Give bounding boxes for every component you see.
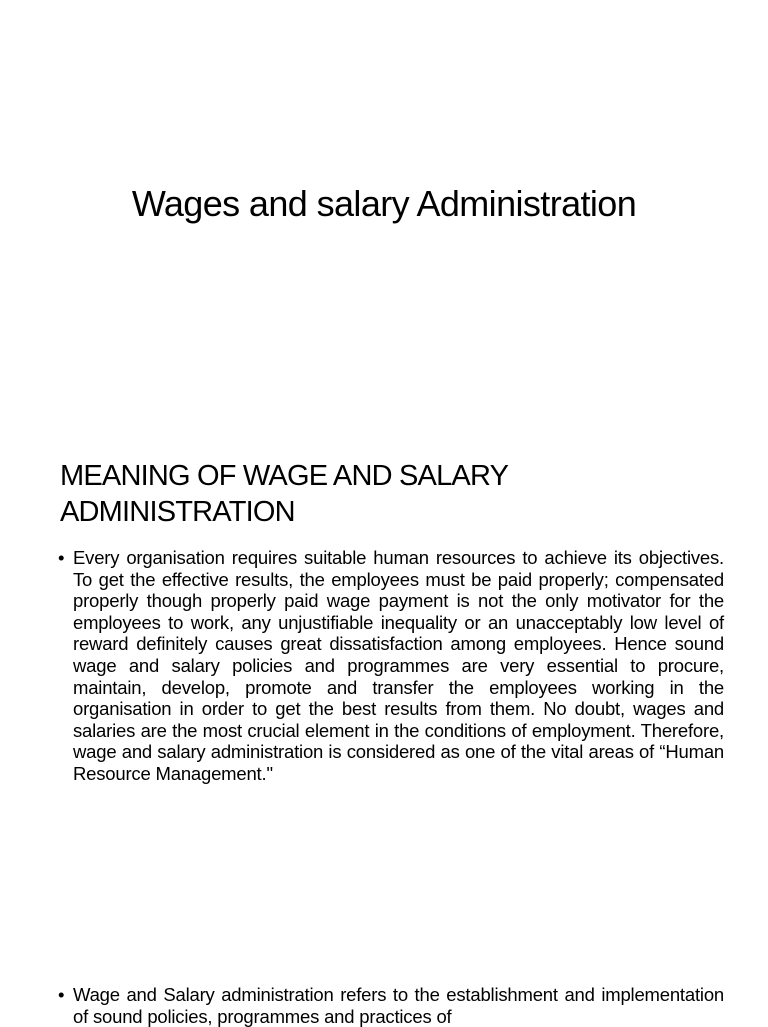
bullet-paragraph — [58, 547, 724, 785]
bullet-paragraph — [58, 984, 724, 1027]
presentation-title: Wages and salary Administration — [131, 183, 637, 224]
bullet-marker: • — [58, 547, 65, 568]
bullet-text: Wage and Salary administration refers to the establishment and implementation of sound policies, programmes and practices of — [73, 984, 724, 1027]
slide-heading: MEANING OF WAGE AND SALARY ADMINISTRATION — [60, 460, 508, 528]
slide-meaning — [0, 432, 768, 952]
slide-title — [0, 0, 768, 432]
bullet-text: Every organisation requires suitable human resources to achieve its objectives. To get the effective results, the employees must be paid properly; compensated properly though properly paid wage payment is not the only motivator for the employees to work, any unjustifiable inequality or an unacceptably low level of reward definitely causes great dissatisfaction among employees. Hence sound wage and salary policies and programmes are very essential to procure, maintain, develop, promote and transfer the employees working in the organisation in order to get the best results from them. No doubt, wages and salaries are the most crucial element in the conditions of employment. Therefore, wage and salary administration is considered as one of the vital areas of “Human Resource Management." — [73, 547, 724, 784]
slide-definition — [0, 950, 768, 1027]
bullet-marker: • — [58, 984, 65, 1005]
